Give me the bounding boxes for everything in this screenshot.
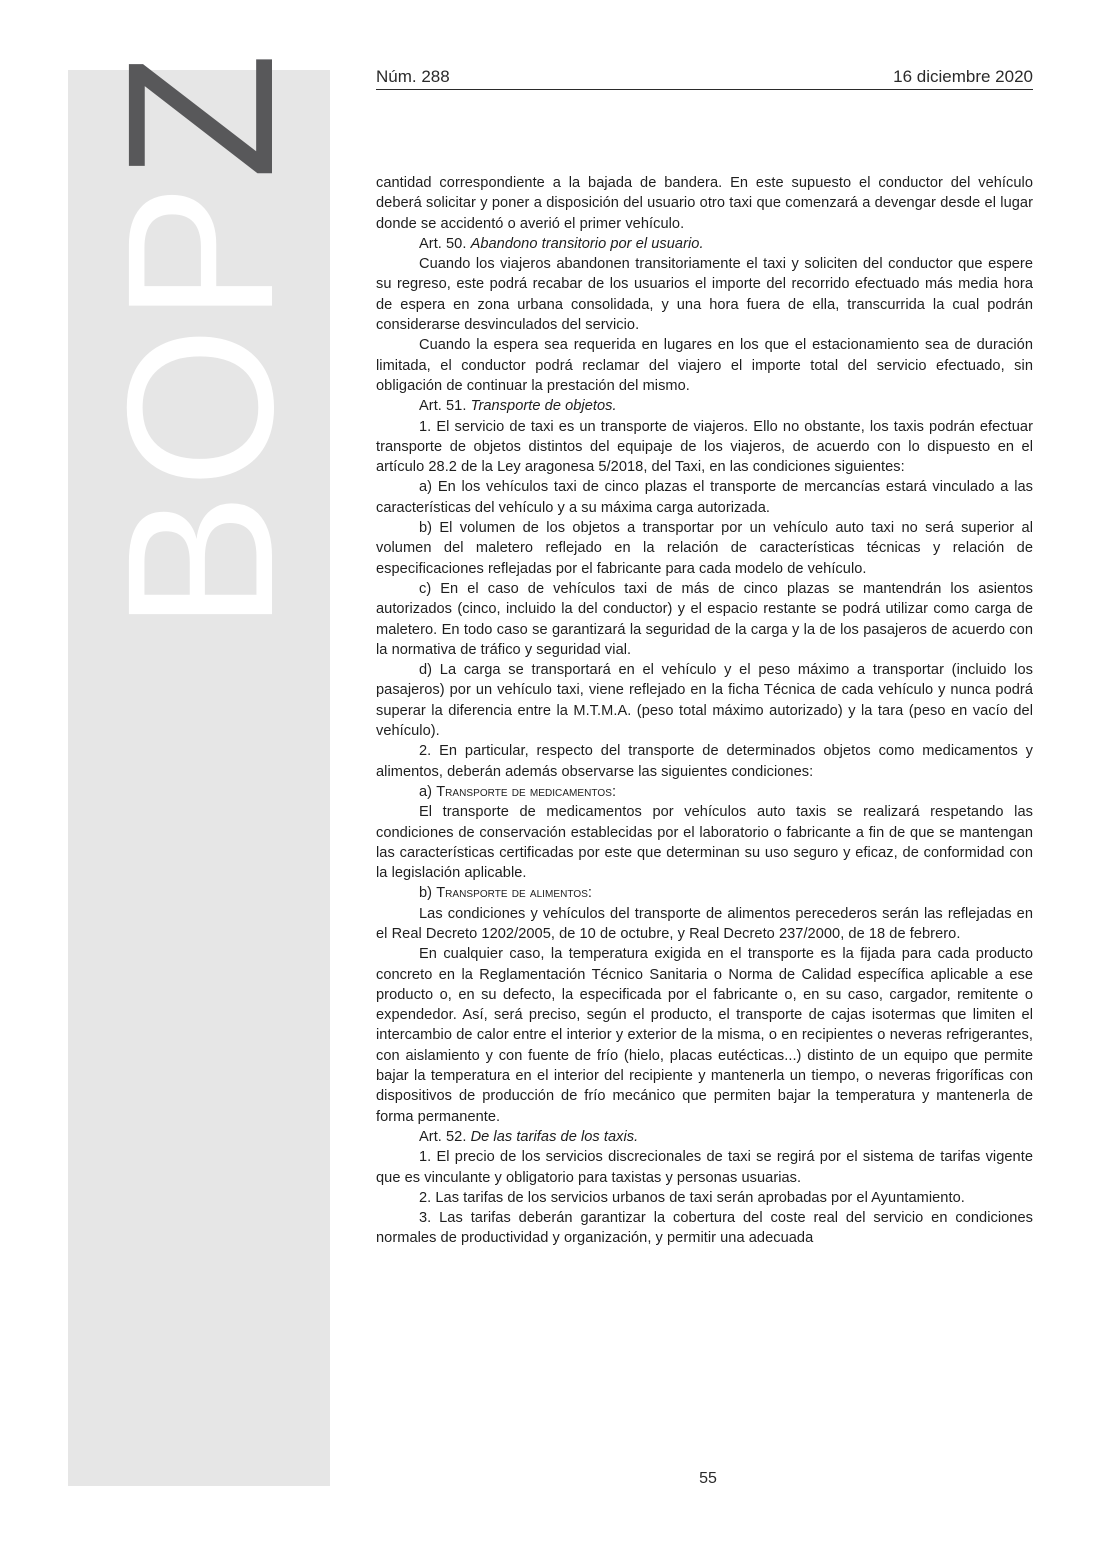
issue-number: Núm. 288 [376,67,450,86]
heading-colon: : [611,783,617,800]
paragraph-text: d) La carga se transportará en el vehículo y el peso máximo a transportar (incluido los pasajeros) por un vehículo taxi, viene reflejado en la ficha Técnica de cada vehículo y nunca podrá superar la diferencia entre la M.T.M.A. (peso total máximo autorizado) y la tara (peso en vacío del vehículo). [376,662,1033,740]
paragraph-text: 1. El servicio de taxi es un transporte de viajeros. Ello no obstante, los taxis podrán efectuar transporte de objetos distintos del equipaje de los viajeros, de acuerdo con lo dispuesto en el artículo 28.2 de la Ley aragonesa 5/2018, del Taxi, en las condiciones siguientes: [376,418,1033,476]
paragraph [376,396,1033,416]
body-text [376,173,1033,1249]
paragraph [376,254,1033,335]
paragraph-text: c) En el caso de vehículos taxi de más de cinco plazas se mantendrán los asientos autorizados (cinco, incluido la del conductor) y el espacio restante se podrá utilizar como carga de maletero. En todo caso se garantizará la seguridad de la carga y la de los pasajeros de acuerdo con la normativa de tráfico y seguridad vial. [376,580,1033,658]
paragraph-text: 2. En particular, respecto del transporte de determinados objetos como medicamentos y alimentos, deberán además observarse las siguientes condiciones: [376,743,1033,780]
page-header [376,67,1033,90]
paragraph [376,173,1033,234]
paragraph [376,1208,1033,1249]
issue-date: 16 diciembre 2020 [893,67,1033,86]
paragraph [376,944,1033,1127]
paragraph-text: 1. El precio de los servicios discrecionales de taxi se regirá por el sistema de tarifas vigente que es vinculante y obligatorio para taxistas y personas usuarias. [376,1149,1033,1186]
article-title: Transporte de objetos. [470,398,617,415]
paragraph-text: 2. Las tarifas de los servicios urbanos de taxi serán aprobadas por el Ayuntamiento. [419,1189,965,1206]
paragraph-text: b) El volumen de los objetos a transportar por un vehículo auto taxi no será superior al volumen del maletero reflejado en la relación de características técnicas y relación de especificaciones reflejadas por el fabricante para cada modelo de vehículo. [376,520,1033,577]
bopz-logo [85,48,317,632]
paragraph [376,660,1033,741]
section-heading: Transporte de medicamentos [436,783,612,800]
paragraph [376,234,1033,254]
paragraph-text: El transporte de medicamentos por vehículos auto taxis se realizará respetando las condiciones de conservación establecidas por el laboratorio o fabricante a fin de que se mantengan las características certificadas por este que determinan su uso seguro y eficaz, de conformidad con la legislación aplicable. [376,804,1033,882]
paragraph [376,579,1033,660]
paragraph [376,518,1033,579]
paragraph-text: cantidad correspondiente a la bajada de bandera. En este supuesto el conductor del vehículo deberá solicitar y poner a disposición del usuario otro taxi que comenzará a devengar desde el lugar donde se accidentó o averió el primer vehículo. [376,175,1033,232]
paragraph-text: a) En los vehículos taxi de cinco plazas el transporte de mercancías estará vinculado a las características del vehículo y a su máxima carga autorizada. [376,479,1033,516]
article-label: Art. 50. [419,235,471,252]
page-number: 55 [699,1470,717,1487]
article-title: De las tarifas de los taxis. [470,1128,639,1145]
paragraph [376,1127,1033,1147]
heading-colon: : [587,885,593,902]
paragraph [376,417,1033,478]
paragraph-text: En cualquier caso, la temperatura exigida en el transporte es la fijada para cada producto concreto en la Reglamentación Técnico Sanitaria o Norma de Calidad específica aplicable a ese producto o, en su defecto, la especificada por el fabricante o, en su caso, cargador, remitente o expendedor. Así, será preciso, según el producto, el transporte de cajas isotermas que limiten el intercambio de calor entre el interior y exterior de la misma, o en recipientes o neveras refrigerantes, con aislamiento y con fuente de frío (hielo, placas eutécticas...) distinto de un equipo que permite bajar la temperatura en el interior del recipiente y mantenerla un tiempo, o neveras frigoríficas con dispositivos de producción de frío mecánico que permiten bajar la temperatura y mantenerla de forma permanente. [376,946,1033,1125]
paragraph [376,904,1033,945]
paragraph-text: 3. Las tarifas deberán garantizar la cobertura del coste real del servicio en condiciones normales de productividad y organización, y permitir una adecuada [376,1210,1033,1247]
paragraph [376,1147,1033,1188]
bopz-logo-text [85,48,317,632]
article-title: Abandono transitorio por el usuario. [470,235,704,252]
section-heading: Transporte de alimentos [436,885,588,902]
paragraph [376,741,1033,782]
logo-letter-z: Z [85,48,317,180]
paragraph [376,335,1033,396]
paragraph [376,477,1033,518]
logo-letters: BOP [85,179,317,632]
paragraph [376,1188,1033,1208]
article-label: a) [419,783,437,800]
paragraph-text: Cuando la espera sea requerida en lugares en los que el estacionamiento sea de duración limitada, el conductor podrá reclamar del viajero el importe total del servicio efectuado, sin obligación de continuar la prestación del mismo. [376,337,1033,394]
paragraph [376,802,1033,883]
article-label: Art. 52. [419,1128,471,1145]
paragraph [376,782,1033,802]
article-label: Art. 51. [419,398,471,415]
paragraph [376,883,1033,903]
article-label: b) [419,885,437,902]
paragraph-text: Las condiciones y vehículos del transporte de alimentos perecederos serán las reflejadas en el Real Decreto 1202/2005, de 10 de octubre, y Real Decreto 237/2000, de 18 de febrero. [376,905,1033,942]
paragraph-text: Cuando los viajeros abandonen transitoriamente el taxi y soliciten del conductor que espere su regreso, este podrá recabar de los usuarios el importe del recorrido efectuado más media hora de espera en zona urbana consolidada, y una hora fuera de ella, transcurrida la cual podrán considerarse desvinculados del servicio. [376,256,1033,334]
